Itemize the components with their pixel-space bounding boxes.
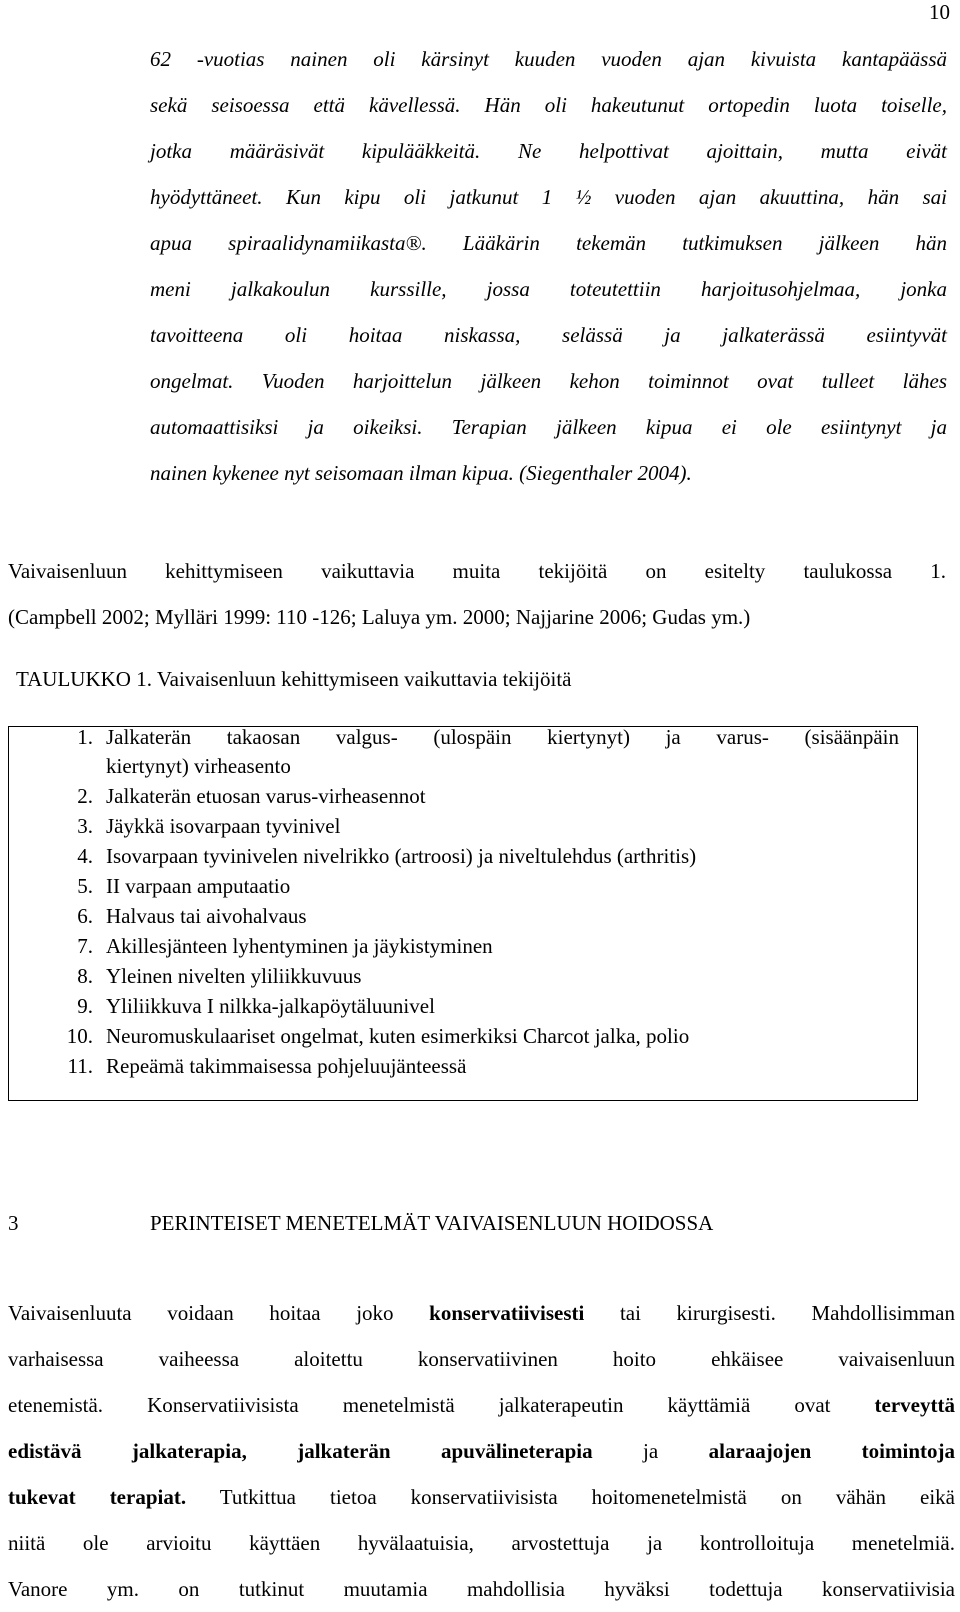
body-text: tai kirurgisesti. Mahdollisimman [584, 1301, 955, 1325]
case-line: tavoitteena oli hoitaa niskassa, selässä ja jalkaterässä esiintyvät [150, 323, 947, 347]
item-text: Repeämä takimmaisessa pohjeluujänteessä [106, 1054, 467, 1078]
item-text: kiertynyt) virheasento [106, 754, 291, 778]
item-text: Jalkaterän etuosan varus-virheasennot [106, 784, 426, 808]
item-number: 4. [77, 844, 93, 868]
item-text: Jalkaterän takaosan valgus- (ulospäin kiertynyt) ja varus- (sisäänpäin [106, 725, 899, 749]
body-line [8, 1474, 955, 1520]
item-text: II varpaan amputaatio [106, 874, 291, 898]
case-line: automaattisiksi ja oikeiksi. Terapian jälkeen kipua ei ole esiintynyt ja [150, 415, 947, 439]
case-line: ongelmat. Vuoden harjoittelun jälkeen kehon toiminnot ovat tulleet lähes [150, 369, 947, 393]
body-bold-text: terveyttä [874, 1393, 955, 1417]
body-line: varhaisessa vaiheessa aloitettu konservatiivinen hoito ehkäisee vaivaisenluun [8, 1347, 955, 1371]
item-text: Jäykkä isovarpaan tyvinivel [106, 814, 341, 838]
case-line: jotka määräsivät kipulääkkeitä. Ne helpottivat ajoittain, mutta eivät [150, 139, 947, 163]
item-number: 8. [77, 964, 93, 988]
case-line: apua spiraalidynamiikasta®. Lääkärin tekemän tutkimuksen jälkeen hän [150, 231, 947, 255]
case-line: sekä seisoessa että kävellessä. Hän oli hakeutunut ortopedin luota toiselle, [150, 93, 947, 117]
body-bold-text: tukevat terapiat. [8, 1485, 187, 1509]
body-text: Vaivaisenluuta voidaan hoitaa joko [8, 1301, 430, 1325]
body-line [8, 1382, 955, 1428]
case-paragraph [150, 36, 947, 496]
section-number: 3 [8, 1211, 19, 1235]
case-line: nainen kykenee nyt seisomaan ilman kipua. (Siegenthaler 2004). [150, 461, 692, 485]
item-text: Neuromuskulaariset ongelmat, kuten esimerkiksi Charcot jalka, polio [106, 1024, 690, 1048]
intro-line: (Campbell 2002; Mylläri 1999: 110 -126; Laluya ym. 2000; Najjarine 2006; Gudas ym.) [8, 605, 751, 629]
item-text: Isovarpaan tyvinivelen nivelrikko (artroosi) ja niveltulehdus (arthritis) [106, 844, 697, 868]
item-number: 6. [77, 904, 93, 928]
body-line [8, 1428, 955, 1474]
case-line: 62 -vuotias nainen oli kärsinyt kuuden vuoden ajan kivuista kantapäässä [150, 47, 947, 71]
body-line [8, 1290, 955, 1336]
item-number: 2. [77, 784, 93, 808]
item-text: Yleinen nivelten yliliikkuvuus [106, 964, 362, 988]
item-number: 3. [77, 814, 93, 838]
body-paragraph [8, 1290, 955, 1612]
body-text: ja [592, 1439, 709, 1463]
intro-paragraph [8, 548, 946, 640]
body-text: Tutkittua tietoa konservatiivisista hoitomenetelmistä on vähän eikä [186, 1485, 955, 1509]
factors-table [8, 726, 918, 1101]
item-number: 7. [77, 934, 93, 958]
item-text: Halvaus tai aivohalvaus [106, 904, 307, 928]
body-bold-text: konservatiivisesti [429, 1301, 585, 1325]
body-line: niitä ole arvioitu käyttäen hyvälaatuisia, arvostettuja ja kontrolloituja menetelmiä. [8, 1531, 955, 1555]
body-bold-text: alaraajojen toimintoja [708, 1439, 955, 1463]
page-number: 10 [929, 0, 950, 24]
item-number: 1. [77, 725, 93, 749]
item-text: Yliliikkuva I nilkka-jalkapöytäluunivel [106, 994, 435, 1018]
intro-line: Vaivaisenluun kehittymiseen vaikuttavia muita tekijöitä on esitelty taulukossa 1. [8, 559, 946, 583]
section-title: PERINTEISET MENETELMÄT VAIVAISENLUUN HOIDOSSA [150, 1211, 714, 1235]
item-number: 5. [77, 874, 93, 898]
body-text: etenemistä. Konservatiivisista menetelmistä jalkaterapeutin käyttämiä ovat [8, 1393, 875, 1417]
table-caption: TAULUKKO 1. Vaivaisenluun kehittymiseen vaikuttavia tekijöitä [16, 667, 572, 691]
case-line: meni jalkakoulun kurssille, jossa toteutettiin harjoitusohjelmaa, jonka [150, 277, 947, 301]
item-number: 9. [77, 994, 93, 1018]
case-line: hyödyttäneet. Kun kipu oli jatkunut 1 ½ vuoden ajan akuuttina, hän sai [150, 185, 947, 209]
item-text: Akillesjänteen lyhentyminen ja jäykistyminen [106, 934, 493, 958]
item-number: 11. [67, 1054, 93, 1078]
body-line: Vanore ym. on tutkinut muutamia mahdollisia hyväksi todettuja konservatiivisia [8, 1577, 955, 1601]
body-bold-text: edistävä jalkaterapia, jalkaterän apuvälineterapia [8, 1439, 593, 1463]
item-number: 10. [66, 1024, 93, 1048]
